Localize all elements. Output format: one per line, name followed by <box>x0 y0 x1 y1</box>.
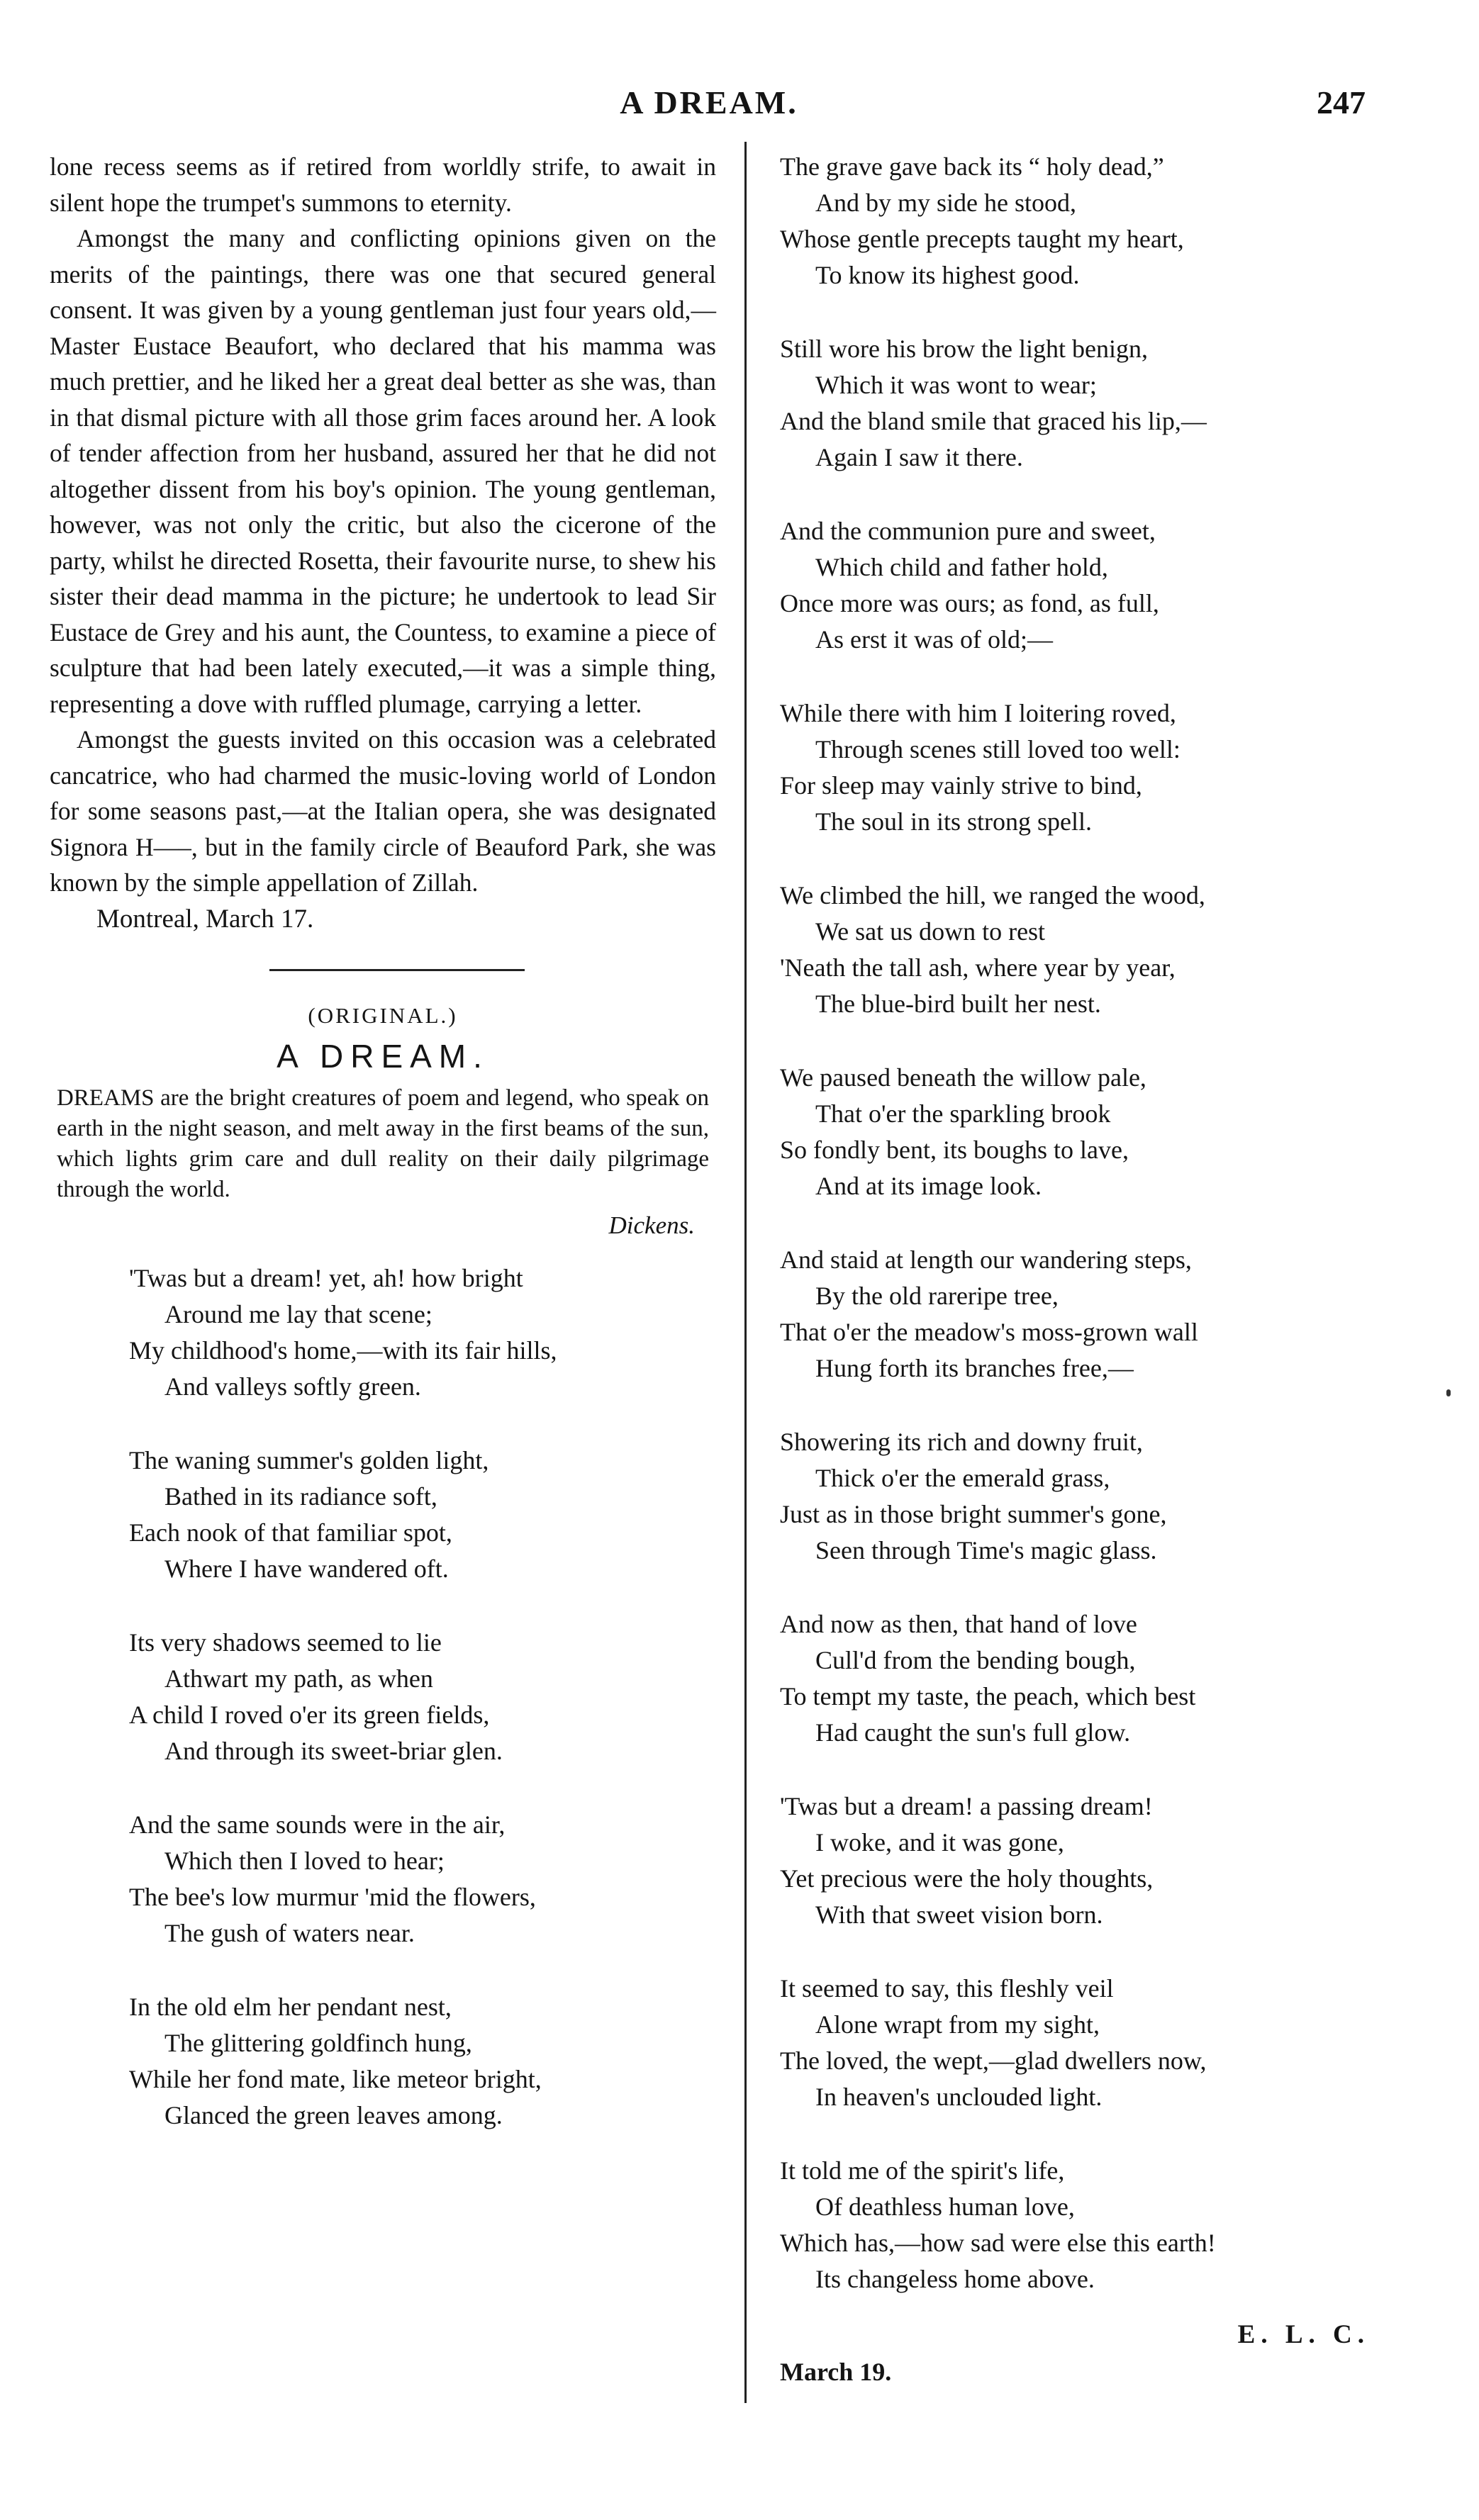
poem-line: That o'er the sparkling brook <box>815 1099 1111 1128</box>
poem-line: And at its image look. <box>815 1172 1042 1200</box>
poem-line: And staid at length our wandering steps, <box>780 1245 1192 1274</box>
stanza <box>129 1807 716 1951</box>
poem-line: For sleep may vainly strive to bind, <box>780 771 1142 800</box>
prose-paragraph: lone recess seems as if retired from worldly strife, to await in silent hope the trumpet's summons to eternity. <box>50 152 716 217</box>
stanza <box>129 1625 716 1769</box>
poem-line: A child I roved o'er its green fields, <box>129 1700 490 1729</box>
poem-line: 'Twas but a dream! yet, ah! how bright <box>129 1263 523 1292</box>
stanza <box>780 513 1375 658</box>
poem-line: Which has,—how sad were else this earth! <box>780 2229 1216 2257</box>
poem-line: I woke, and it was gone, <box>815 1828 1064 1857</box>
section-rule <box>269 969 525 971</box>
poem-line: That o'er the meadow's moss-grown wall <box>780 1318 1198 1346</box>
poem-line: Just as in those bright summer's gone, <box>780 1500 1167 1528</box>
stanza <box>129 1260 716 1405</box>
poem-line: Still wore his brow the light benign, <box>780 335 1148 363</box>
poem-line: And the same sounds were in the air, <box>129 1810 506 1839</box>
poem-line: Thick o'er the emerald grass, <box>815 1464 1110 1492</box>
poem-line: The glittering goldfinch hung, <box>164 2028 472 2057</box>
poem-line: The loved, the wept,—glad dwellers now, <box>780 2046 1207 2075</box>
poem-line: Which then I loved to hear; <box>164 1846 445 1875</box>
poem-line: 'Neath the tall ash, where year by year, <box>780 953 1176 982</box>
poem-line: As erst it was of old;— <box>815 625 1053 654</box>
poem-line: Through scenes still loved too well: <box>815 735 1181 763</box>
page-number: 247 <box>1317 84 1366 121</box>
poem-line: Showering its rich and downy fruit, <box>780 1428 1143 1456</box>
poem-line: Alone wrapt from my sight, <box>815 2010 1100 2039</box>
poem-line: Cull'd from the bending bough, <box>815 1646 1136 1674</box>
poem-line: Around me lay that scene; <box>164 1299 432 1328</box>
poem-line: And by my side he stood, <box>815 189 1076 217</box>
poem-line: In the old elm her pendant nest, <box>129 1992 452 2021</box>
section-label: (ORIGINAL.) <box>308 1002 458 1028</box>
poem-line: With that sweet vision born. <box>815 1900 1103 1929</box>
poem-line: Its very shadows seemed to lie <box>129 1628 442 1657</box>
poem-line: And through its sweet-briar glen. <box>164 1736 503 1765</box>
running-title: A DREAM. <box>620 84 798 121</box>
poem-line: While her fond mate, like meteor bright, <box>129 2064 542 2093</box>
poem-part-right <box>780 149 1375 2297</box>
poem-line: To tempt my taste, the peach, which best <box>780 1682 1196 1710</box>
poem-line: Whose gentle precepts taught my heart, <box>780 225 1184 253</box>
poem-line: It told me of the spirit's life, <box>780 2156 1065 2185</box>
poem-line: The gush of waters near. <box>164 1918 415 1947</box>
stanza <box>780 149 1375 293</box>
print-speck <box>1446 1389 1451 1396</box>
poem-date: March 19. <box>780 2358 892 2386</box>
poem-line: We climbed the hill, we ranged the wood, <box>780 881 1205 909</box>
poem-line: Seen through Time's magic glass. <box>815 1536 1157 1564</box>
stanza <box>780 2153 1375 2297</box>
poem-line: We sat us down to rest <box>815 917 1046 946</box>
stanza <box>780 331 1375 476</box>
prose-paragraph: Amongst the many and conflicting opinions given on the merits of the paintings, there was one that secured general consent. It was given by a young gentleman just four years old,—Master Eustace Beaufort, who declared that his mamma was much prettier, and he liked her a great deal better as she was, than in that dismal picture with all those grim faces around her. A look of tender affection from her husband, assured her that he did not altogether dissent from his boy's opinion. The young gentleman, however, was not only the critic, but also the cicerone of the party, whilst he directed Rosetta, their favourite nurse, to shew his sister their dead mamma in the picture; he undertook to lead Sir Eustace de Grey and his aunt, the Countess, to examine a piece of sculpture that had been lately executed,—it was a simple thing, representing a dove with ruffled plumage, carrying a letter. <box>50 224 716 718</box>
poem-line: Bathed in its radiance soft, <box>164 1482 437 1511</box>
poem-line: And the bland smile that graced his lip,— <box>780 407 1207 435</box>
stanza <box>780 1788 1375 1933</box>
poem-part-left <box>129 1260 716 2134</box>
stanza <box>780 878 1375 1022</box>
poem-line: Of deathless human love, <box>815 2193 1075 2221</box>
stanza <box>129 1989 716 2134</box>
poem-line: Which child and father hold, <box>815 553 1108 581</box>
stanza <box>780 1424 1375 1569</box>
stanza <box>780 695 1375 840</box>
poem-line: Yet precious were the holy thoughts, <box>780 1864 1154 1893</box>
stanza <box>129 1443 716 1587</box>
poem-line: Again I saw it there. <box>815 443 1023 471</box>
story-continuation <box>50 149 716 901</box>
poem-line: The blue-bird built her nest. <box>815 990 1101 1018</box>
poem-line: The bee's low murmur 'mid the flowers, <box>129 1882 536 1911</box>
poem-line: 'Twas but a dream! a passing dream! <box>780 1792 1153 1820</box>
right-column <box>780 149 1375 2390</box>
poem-line: Athwart my path, as when <box>164 1664 433 1693</box>
poem-line: It seemed to say, this fleshly veil <box>780 1974 1114 2003</box>
poem-line: My childhood's home,—with its fair hills, <box>129 1335 557 1365</box>
poem-line: Had caught the sun's full glow. <box>815 1718 1131 1747</box>
poem-line: Each nook of that familiar spot, <box>129 1518 452 1547</box>
stanza <box>780 1971 1375 2115</box>
stanza <box>780 1242 1375 1387</box>
poem-line: So fondly bent, its boughs to lave, <box>780 1136 1129 1164</box>
epigraph: DREAMS are the bright creatures of poem and legend, who speak on earth in the night season, and melt away in the first beams of the sun, which lights grim care and dull reality on their daily pilgrimage through the world. <box>57 1085 709 1202</box>
running-head <box>0 84 1479 126</box>
poem-line: And the communion pure and sweet, <box>780 517 1156 545</box>
poem-line: The waning summer's golden light, <box>129 1445 489 1474</box>
author-signature: E. L. C. <box>1237 2320 1370 2349</box>
poem-line: Which it was wont to wear; <box>815 371 1097 399</box>
poem-line: Glanced the green leaves among. <box>164 2100 503 2129</box>
story-dateline: Montreal, March 17. <box>96 904 314 934</box>
stanza <box>780 1060 1375 1204</box>
poem-line: The grave gave back its “ holy dead,” <box>780 152 1164 181</box>
stanza <box>780 1606 1375 1751</box>
poem-line: While there with him I loitering roved, <box>780 699 1176 727</box>
poem-title: A DREAM. <box>277 1037 489 1075</box>
left-column <box>50 149 716 2171</box>
poem-line: To know its highest good. <box>815 261 1080 289</box>
poem-line: We paused beneath the willow pale, <box>780 1063 1146 1092</box>
column-divider <box>744 142 747 2403</box>
poem-line: Its changeless home above. <box>815 2265 1095 2293</box>
poem-line: And valleys softly green. <box>164 1372 421 1401</box>
poem-line: And now as then, that hand of love <box>780 1610 1137 1638</box>
prose-paragraph: Amongst the guests invited on this occasion was a celebrated cancatrice, who had charmed the music-loving world of London for some seasons past,—at the Italian opera, she was designated Signora H—–, but in the family circle of Beauford Park, she was known by the simple appellation of Zillah. <box>50 725 716 897</box>
poem-line: Once more was ours; as fond, as full, <box>780 589 1159 617</box>
poem-line: In heaven's unclouded light. <box>815 2083 1103 2111</box>
poem-line: Where I have wandered oft. <box>164 1554 449 1583</box>
poem-line: The soul in its strong spell. <box>815 807 1092 836</box>
poem-line: Hung forth its branches free,— <box>815 1354 1134 1382</box>
poem-line: By the old rareripe tree, <box>815 1282 1059 1310</box>
epigraph-source: Dickens. <box>608 1211 695 1239</box>
